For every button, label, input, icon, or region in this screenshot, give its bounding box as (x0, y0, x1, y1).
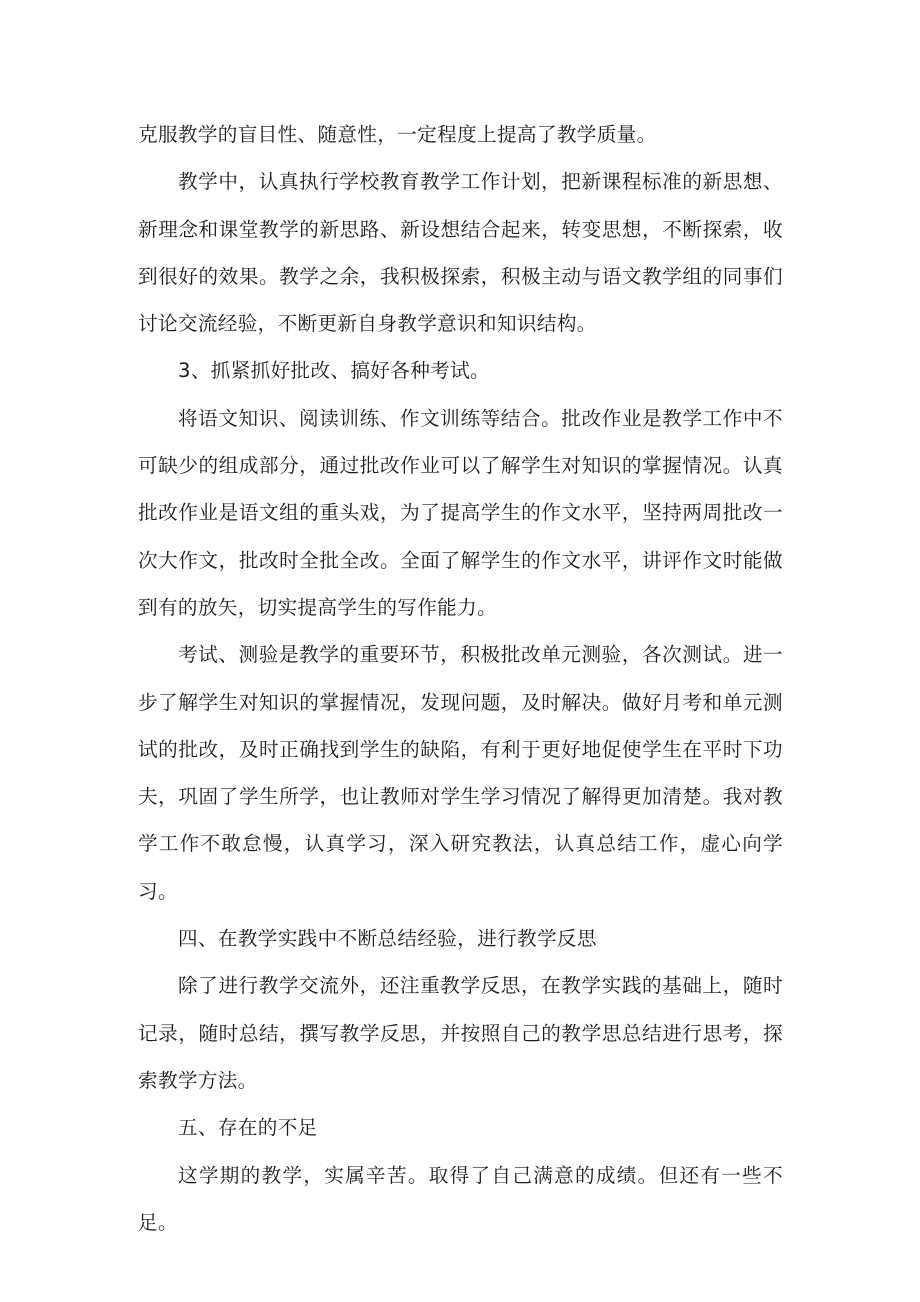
paragraph-teaching-plan: 教学中，认真执行学校教育教学工作计划，把新课程标准的新思想、新理念和课堂教学的新思路、新设想结合起来，转变思想，不断探索，收到很好的效果。教学之余，我积极探索，积极主动与语文教学组的同事们讨论交流经验，不断更新自身教学意识和知识结构。 (138, 170, 783, 336)
paragraph-reflection: 除了进行教学交流外，还注重教学反思，在教学实践的基础上，随时记录，随时总结，撰写教学反思，并按照自己的教学思总结进行思考，探索教学方法。 (138, 974, 783, 1092)
paragraph-exams-tests: 考试、测验是教学的重要环节，积极批改单元测验，各次测试。进一步了解学生对知识的掌握情况，发现问题，及时解决。做好月考和单元测试的批改，及时正确找到学生的缺陷，有利于更好地促使学生在平时下功夫，巩固了学生所学，也让教师对学生学习情况了解得更加清楚。我对教学工作不敢怠慢，认真学习，深入研究教法，认真总结工作，虚心向学习。 (138, 643, 783, 903)
paragraph-shortcomings: 这学期的教学，实属辛苦。取得了自己满意的成绩。但还有一些不足。 (138, 1163, 783, 1234)
heading-shortcomings: 五、存在的不足 (178, 1116, 318, 1140)
document-body (138, 111, 783, 1246)
heading-grading-and-exams: 3、抓紧抓好批改、搞好各种考试。 (178, 359, 490, 383)
paragraph-continuation: 克服教学的盲目性、随意性，一定程度上提高了教学质量。 (138, 123, 657, 146)
paragraph-homework-grading: 将语文知识、阅读训练、作文训练等结合。批改作业是教学工作中不可缺少的组成部分，通过批改作业可以了解学生对知识的掌握情况。认真批改作业是语文组的重头戏，为了提高学生的作文水平，坚持两周批改一次大作文，批改时全批全改。全面了解学生的作文水平，讲评作文时能做到有的放矢，切实提高学生的写作能力。 (138, 406, 783, 619)
heading-teaching-reflection: 四、在教学实践中不断总结经验，进行教学反思 (178, 927, 597, 951)
